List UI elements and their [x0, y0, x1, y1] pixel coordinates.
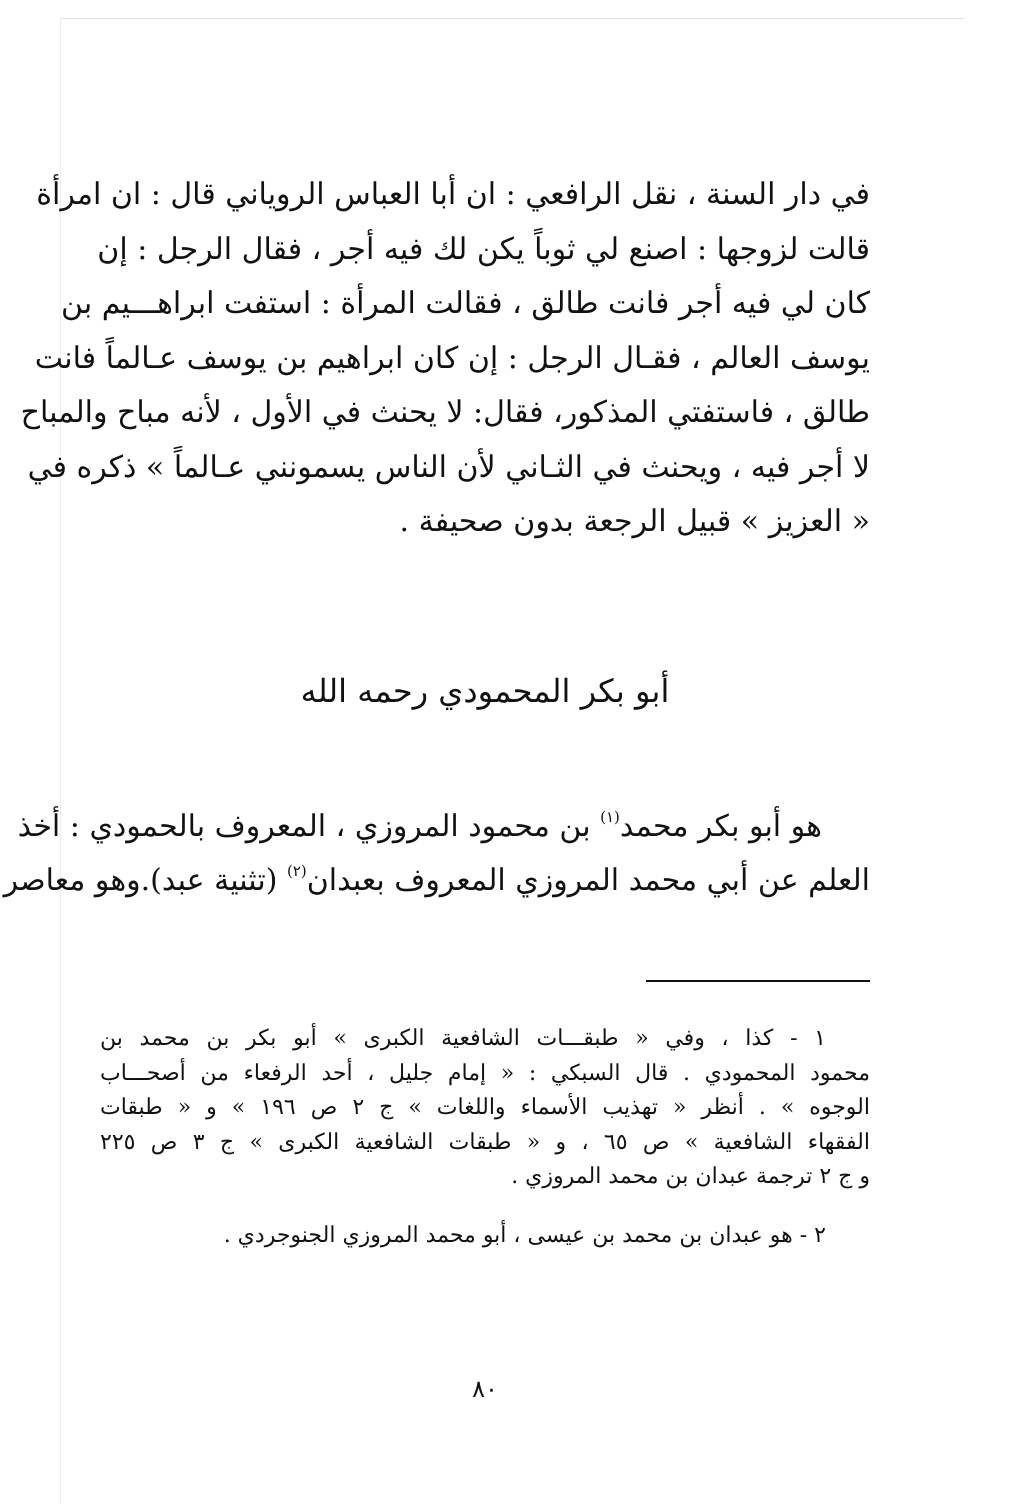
body-line: يوسف العالم ، فقـال الرجل : إن كان ابراهيم بن يوسف عـالماً فانت: [34, 340, 870, 376]
body-line: « العزيز » قبيل الرجعة بدون صحيفة .: [399, 504, 870, 539]
footnote-ref-2: (٢): [286, 862, 307, 880]
intro-line: [17, 800, 870, 854]
body-line: قالت لزوجها : اصنع لي ثوباً يكن لك فيه أجر ، فقال الرجل : إن: [97, 231, 870, 267]
intro-text: العلم عن أبي محمد المروزي المعروف بعبدان: [306, 863, 870, 898]
footnote-line: محمود المحمودي . قال السبكي : « إمام جليل ، أحد الرفعاء من أصحـــاب: [100, 1060, 870, 1086]
body-line: في دار السنة ، نقل الرافعي : ان أبا العباس الروياني قال : ان امرأة: [36, 177, 870, 212]
page-edge-left: [60, 18, 61, 1504]
footnote-ref-1: (١): [600, 808, 620, 826]
footnote-line: الوجوه » . أنظر « تهذيب الأسماء واللغات » ج ٢ ص ١٩٦ » و « طبقات: [100, 1095, 870, 1120]
intro-text: بن محمود المروزي ، المعروف بالحمودي : أخذ: [17, 809, 601, 844]
body-line: لا أجر فيه ، ويحنث في الثـاني لأن الناس يسمونني عـالماً » ذكره في: [27, 449, 870, 485]
page: [3, 0, 870, 1504]
intro-text: هو أبو بكر محمد: [619, 809, 822, 844]
footnote-line: و ج ٢ ترجمة عبدان بن محمد المروزي .: [511, 1164, 870, 1189]
intro-line: [3, 854, 870, 908]
body-paragraph: [20, 168, 870, 550]
intro-text: (تثنية عبد).وهو معاصر: [3, 863, 287, 898]
intro-paragraph: [3, 800, 870, 908]
footnotes: [100, 1022, 870, 1277]
footnote-line: ٢ - هو عبدان بن محمد بن عيسى ، أبو محمد المروزي الجنوجردي .: [223, 1222, 826, 1248]
footnote-line: الفقهاء الشافعية » ص ٦٥ ، و « طبقات الشافعية الكبرى » ج ٣ ص ٢٢٥: [100, 1129, 870, 1155]
body-line: كان لي فيه أجر فانت طالق ، فقالت المرأة : استفت ابراهـــيم بن: [60, 286, 870, 321]
footnote-1: [100, 1022, 870, 1195]
body-line: طالق ، فاستفتي المذكور، فقال: لا يحنث في الأول ، لأنه مباح والمباح: [20, 395, 870, 430]
footnote-2: [100, 1219, 870, 1254]
page-number: ٨٠: [472, 1375, 498, 1403]
footnote-line: ١ - كذا ، وفي « طبقـــات الشافعية الكبرى » أبو بكر بن محمد بن: [100, 1026, 826, 1051]
section-title: أبو بكر المحمودي رحمه الله: [300, 672, 670, 710]
footnote-divider: [646, 980, 870, 982]
